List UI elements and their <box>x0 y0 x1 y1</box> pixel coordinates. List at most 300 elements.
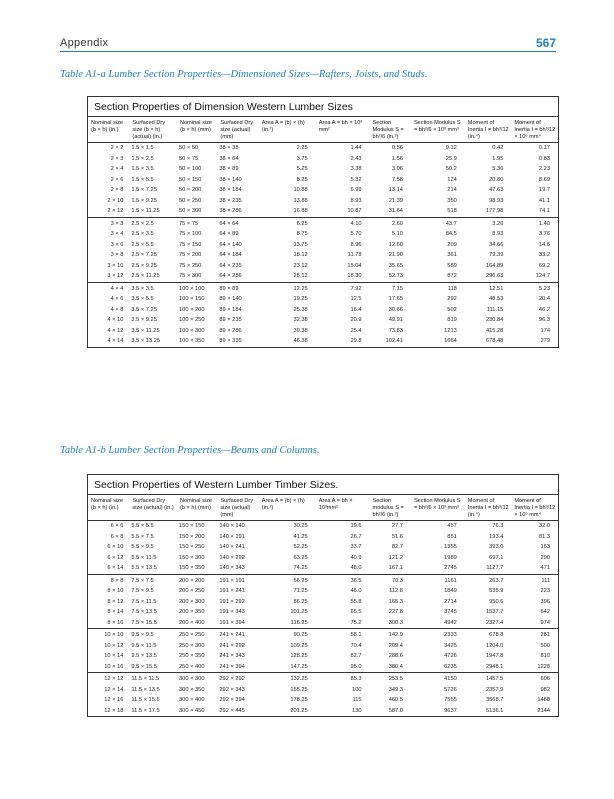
table-cell: 191 × 191 <box>217 574 258 586</box>
table-cell: 26.7 <box>350 533 362 540</box>
table-cell: 1.95 <box>492 155 504 162</box>
table-cell: 200 × 200 <box>177 574 217 586</box>
table-cell: 0.17 <box>538 145 550 152</box>
table-row <box>88 315 558 326</box>
table-cell: 2.23 <box>538 166 550 173</box>
table-cell: 35.65 <box>388 262 403 269</box>
column-header: Surfaced Dry size (actual) (in.) <box>129 495 177 521</box>
table-cell: 8.93 <box>350 197 362 204</box>
table-row <box>88 175 558 186</box>
table-cell: 36.5 <box>316 574 370 586</box>
table-cell: 1.56 <box>391 155 403 162</box>
table-cell: 2 × 6 <box>110 176 124 183</box>
table-cell: 30.25 <box>293 523 308 530</box>
table-cell: 38 × 64 <box>219 155 239 162</box>
table-cell: 89 × 335 <box>219 338 242 345</box>
table-cell: 31.64 <box>388 208 403 215</box>
table-cell: 6 × 12 <box>107 554 124 561</box>
table-cell: 70.4 <box>350 642 362 649</box>
table-cell: 8.93 <box>492 231 504 238</box>
table-cell: 9.5 × 9.5 <box>129 629 177 641</box>
table-cell: 4150 <box>411 673 465 685</box>
table-cell: 241 × 292 <box>219 642 245 649</box>
table-cell: 2.5 × 3.5 <box>131 231 154 238</box>
table-cell: 27.7 <box>391 523 403 530</box>
table-row <box>88 563 558 574</box>
table-cell: 75 × 100 <box>179 231 202 238</box>
table-cell: 1228 <box>537 663 550 670</box>
table-cell: 3 × 4 <box>110 231 124 238</box>
table-cell: 29.8 <box>350 338 362 345</box>
table-cell: 1537.7 <box>485 609 504 616</box>
table-row <box>88 597 558 608</box>
table-cell: 140 × 241 <box>219 544 245 551</box>
table-cell: 150 × 150 <box>179 523 205 530</box>
table-cell: 64 × 140 <box>219 241 242 248</box>
table-cell: 2 × 4 <box>110 166 124 173</box>
table-cell: 140 × 343 <box>219 565 245 572</box>
table-cell: 1488 <box>537 697 550 704</box>
table-cell: 50 × 50 <box>179 145 199 152</box>
table-cell: 1204.0 <box>485 642 504 649</box>
table-cell: 65.5 <box>350 609 362 616</box>
table-cell: 2.25 <box>296 145 308 152</box>
table-row <box>88 143 558 154</box>
table-cell: 191 × 343 <box>219 609 245 616</box>
table-cell: 697.1 <box>489 554 504 561</box>
table-row <box>88 532 558 543</box>
table-cell: 178.25 <box>290 697 308 704</box>
table-cell: 46.2 <box>538 306 550 313</box>
table-cell: 9.5 × 13.5 <box>131 653 157 660</box>
table-b <box>87 474 559 717</box>
table-cell: 209 <box>447 241 457 248</box>
table-cell: 11.78 <box>347 252 362 259</box>
table-row <box>88 553 558 564</box>
table-cell: 6.99 <box>350 187 362 194</box>
table-cell: 69.2 <box>538 262 550 269</box>
column-header: Nominal size (b × h) (in.) <box>88 117 129 143</box>
table-cell: 950.6 <box>489 598 504 605</box>
column-header: Area A = bh × 10³ mm² <box>316 117 370 143</box>
table-cell: 150 × 350 <box>179 565 205 572</box>
table-cell: 17.65 <box>388 296 403 303</box>
table-row <box>88 662 558 673</box>
table-cell: 40.9 <box>350 554 362 561</box>
table-cell: 98.93 <box>489 197 504 204</box>
table-cell: 46.38 <box>293 338 308 345</box>
column-header: Moment of Inertia I = bh³/12 (in.⁴) <box>465 495 512 521</box>
table-cell: 52.25 <box>293 544 308 551</box>
table-b-grid <box>88 495 558 716</box>
table-cell: 2 × 3 <box>110 155 124 162</box>
table-cell: 76.3 <box>492 523 504 530</box>
table-cell: 250 × 350 <box>179 653 205 660</box>
table-cell: 89 × 286 <box>219 327 242 334</box>
table-cell: 810 <box>540 653 550 660</box>
column-header: Section Modulus S = bh²/6 (in.³) <box>370 117 411 143</box>
table-cell: 3425 <box>444 642 457 649</box>
table-cell: 95.0 <box>350 663 362 670</box>
table-cell: 147.25 <box>290 663 308 670</box>
table-cell: 300 × 400 <box>179 697 205 704</box>
table-cell: 150 × 250 <box>179 544 205 551</box>
table-cell: 150 × 300 <box>179 554 205 561</box>
table-cell: 16.4 <box>350 306 362 313</box>
table-a-grid <box>88 117 558 347</box>
table-cell: 2 × 12 <box>107 208 124 215</box>
table-cell: 9.5 × 15.5 <box>131 663 157 670</box>
table-a-title: Section Properties of Dimension Western Lumber Sizes <box>88 97 558 117</box>
table-cell: 230.84 <box>485 317 504 324</box>
table-cell: 4 × 12 <box>107 327 124 334</box>
table-cell: 296.63 <box>485 273 504 280</box>
table-cell: 1.5 × 7.25 <box>131 187 157 194</box>
table-cell: 3 × 3 <box>88 217 129 229</box>
table-cell: 300.3 <box>388 619 403 626</box>
table-cell: 10 × 10 <box>88 629 129 641</box>
table-cell: 3.5 × 13.25 <box>131 338 161 345</box>
table-cell: 3745 <box>444 609 457 616</box>
table-cell: 10 × 16 <box>104 663 124 670</box>
table-b-caption: Table A1-b Lumber Section Properties—Beams and Columns. <box>60 445 320 456</box>
table-cell: 109.25 <box>290 642 308 649</box>
table-cell: 3.5 × 3.5 <box>129 282 177 294</box>
table-row <box>88 240 558 251</box>
table-cell: 64 × 184 <box>219 252 242 259</box>
table-cell: 38 × 184 <box>219 187 242 194</box>
table-cell: 587.0 <box>388 707 403 714</box>
table-cell: 7.58 <box>391 176 403 183</box>
table-cell: 46.0 <box>350 588 362 595</box>
table-cell: 9.12 <box>445 145 457 152</box>
table-cell: 75 × 150 <box>179 241 202 248</box>
table-row <box>88 154 558 165</box>
table-cell: 300 × 300 <box>177 673 217 685</box>
table-cell: 75 × 300 <box>179 273 202 280</box>
table-cell: 8 × 10 <box>107 588 124 595</box>
table-cell: 3.5 × 9.25 <box>131 317 157 324</box>
table-cell: 41.1 <box>538 197 550 204</box>
table-cell: 214 <box>447 187 457 194</box>
table-cell: 0.83 <box>538 155 550 162</box>
table-cell: 380.4 <box>388 663 403 670</box>
table-cell: 100 × 300 <box>179 327 205 334</box>
table-cell: 3 × 6 <box>110 241 124 248</box>
table-cell: 2 × 10 <box>107 197 124 204</box>
table-cell: 12 × 16 <box>104 697 124 704</box>
table-cell: 200 × 350 <box>179 609 205 616</box>
table-cell: 64 × 64 <box>217 217 258 229</box>
table-cell: 71.25 <box>293 588 308 595</box>
table-cell: 500 <box>540 642 550 649</box>
table-cell: 191 × 394 <box>219 619 245 626</box>
table-cell: 4 × 6 <box>110 296 124 303</box>
table-cell: 52.73 <box>388 273 403 280</box>
table-cell: 118 <box>411 282 465 294</box>
table-cell: 12 × 14 <box>104 686 124 693</box>
table-cell: 2 × 8 <box>110 187 124 194</box>
table-cell: 0.56 <box>391 145 403 152</box>
column-header: Moment of Inertia I = bh³/12 × 10⁶ mm⁴ <box>511 495 558 521</box>
table-cell: 502 <box>447 306 457 313</box>
table-cell: 85.3 <box>316 673 370 685</box>
table-cell: 86.25 <box>293 598 308 605</box>
table-cell: 64 × 235 <box>219 262 242 269</box>
table-cell: 460.5 <box>388 697 403 704</box>
table-cell: 164.89 <box>485 262 504 269</box>
table-cell: 5.10 <box>391 231 403 238</box>
table-cell: 89 × 140 <box>219 296 242 303</box>
table-cell: 38 × 89 <box>219 166 239 173</box>
table-cell: 1.5 × 11.25 <box>131 208 160 215</box>
table-cell: 1664 <box>444 338 457 345</box>
table-cell: 350 <box>447 197 457 204</box>
header-rule <box>60 51 556 52</box>
table-cell: 21.39 <box>388 197 403 204</box>
table-cell: 5.70 <box>350 231 362 238</box>
table-cell: 819 <box>447 317 457 324</box>
table-cell: 89 × 184 <box>219 306 242 313</box>
table-row <box>88 271 558 282</box>
table-cell: 101.25 <box>290 609 308 616</box>
table-row <box>88 685 558 696</box>
column-header: Moment of Inertia I = bh³/12 × 10⁶ mm⁴ <box>511 117 558 143</box>
table-cell: 8 × 14 <box>107 609 124 616</box>
table-cell: 100 × 100 <box>177 282 217 294</box>
table-cell: 241 × 343 <box>219 653 245 660</box>
table-cell: 49.91 <box>388 317 403 324</box>
table-cell: 19.25 <box>293 296 308 303</box>
table-cell: 48.53 <box>489 296 504 303</box>
column-header: Nominal size (b × h) (in.) <box>88 495 129 521</box>
table-cell: 1127.7 <box>486 565 504 572</box>
table-cell: 100 × 350 <box>179 338 205 345</box>
table-cell: 5.5 × 9.5 <box>131 544 154 551</box>
table-cell: 111.15 <box>486 306 504 313</box>
table-row <box>88 618 558 629</box>
table-cell: 140 × 140 <box>219 523 245 530</box>
table-row <box>88 229 558 240</box>
table-cell: 163 <box>540 544 550 551</box>
table-cell: 8.75 <box>296 231 308 238</box>
column-header: Nominal size (b × h) (mm) <box>177 117 217 143</box>
table-cell: 33.7 <box>350 544 362 551</box>
table-cell: 201.25 <box>290 707 308 714</box>
table-cell: 84.5 <box>445 231 457 238</box>
table-cell: 167.1 <box>388 565 403 572</box>
table-cell: 100 × 150 <box>179 296 205 303</box>
column-header: Area A = (b) × (h) (in.²) <box>259 495 316 521</box>
table-cell: 3.5 × 7.25 <box>131 306 157 313</box>
table-cell: 20.80 <box>489 176 504 183</box>
table-cell: 250 × 250 <box>177 629 217 641</box>
table-cell: 34.66 <box>489 241 504 248</box>
table-row <box>88 164 558 175</box>
table-b-header-row <box>88 495 558 521</box>
table-cell: 38 × 140 <box>219 176 242 183</box>
table-cell: 5.5 × 11.5 <box>131 554 157 561</box>
column-header: Nominal size (b × h) (mm) <box>177 495 217 521</box>
table-cell: 32.0 <box>538 523 550 530</box>
table-cell: 4942 <box>444 619 457 626</box>
table-cell: 7.92 <box>316 282 370 294</box>
table-cell: 33.2 <box>538 252 550 259</box>
table-cell: 39.38 <box>293 327 308 334</box>
table-cell: 7.5 × 11.5 <box>131 598 157 605</box>
table-cell: 75 × 200 <box>179 252 202 259</box>
table-cell: 5136.1 <box>485 707 504 714</box>
table-cell: 1989 <box>444 554 457 561</box>
page-number: 567 <box>535 36 556 50</box>
table-cell: 25.9 <box>445 155 457 162</box>
table-cell: 227.8 <box>388 609 403 616</box>
table-cell: 2357.9 <box>485 686 504 693</box>
table-cell: 16.88 <box>293 208 308 215</box>
table-cell: 13.14 <box>388 187 403 194</box>
table-cell: 1.44 <box>350 145 362 152</box>
table-cell: 3 × 10 <box>107 262 124 269</box>
table-cell: 8.69 <box>538 176 550 183</box>
table-row <box>88 695 558 706</box>
table-cell: 18.12 <box>293 252 308 259</box>
table-cell: 128.25 <box>290 653 308 660</box>
table-cell: 177.98 <box>485 208 504 215</box>
table-cell: 2144 <box>537 707 550 714</box>
table-cell: 111 <box>511 574 558 586</box>
table-cell: 3.75 <box>296 155 308 162</box>
table-cell: 20.9 <box>350 317 362 324</box>
table-cell: 90.25 <box>259 629 316 641</box>
table-cell: 112.8 <box>389 588 403 595</box>
table-cell: 589 <box>447 262 457 269</box>
table-cell: 2 × 2 <box>110 145 124 152</box>
table-cell: 38 × 235 <box>219 197 242 204</box>
table-cell: 7.5 × 7.5 <box>129 574 177 586</box>
table-cell: 11.5 × 15.5 <box>131 697 160 704</box>
table-cell: 51.6 <box>391 533 403 540</box>
column-header: Surfaced Dry size (actual) (mm) <box>217 117 258 143</box>
table-cell: 2333 <box>411 629 465 641</box>
table-cell: 41.25 <box>293 533 308 540</box>
table-cell: 50.2 <box>445 166 457 173</box>
table-cell: 6 × 14 <box>107 565 124 572</box>
table-cell: 5.36 <box>492 166 504 173</box>
table-cell: 12.51 <box>465 282 512 294</box>
table-cell: 6.25 <box>259 217 316 229</box>
table-cell: 50 × 250 <box>179 197 202 204</box>
table-cell: 81.3 <box>538 533 550 540</box>
table-cell: 1947.8 <box>485 653 504 660</box>
column-header: Surfaced Dry size (actual) (mm) <box>217 495 258 521</box>
table-cell: 209.4 <box>388 642 403 649</box>
table-cell: 12 × 12 <box>88 673 129 685</box>
table-row <box>88 706 558 717</box>
table-cell: 8 × 16 <box>107 619 124 626</box>
table-cell: 89 × 235 <box>219 317 242 324</box>
table-cell: 56.25 <box>259 574 316 586</box>
table-cell: 150 × 200 <box>179 533 205 540</box>
table-cell: 121.2 <box>388 554 403 561</box>
table-cell: 457 <box>447 523 457 530</box>
table-cell: 2.5 × 5.5 <box>131 241 154 248</box>
table-cell: 50 × 150 <box>179 176 202 183</box>
column-header: Area A = (b) × (h) (in.²) <box>259 117 316 143</box>
table-cell: 3.26 <box>465 217 512 229</box>
table-cell: 241 × 394 <box>219 663 245 670</box>
table-row <box>88 282 558 294</box>
table-cell: 142.9 <box>370 629 411 641</box>
table-cell: 191 × 241 <box>219 588 245 595</box>
table-cell: 140 × 191 <box>219 533 245 540</box>
table-cell: 8.25 <box>296 176 308 183</box>
table-cell: 606 <box>511 673 558 685</box>
table-cell: 2.5 × 2.5 <box>129 217 177 229</box>
table-cell: 124 <box>447 176 457 183</box>
table-cell: 96.3 <box>538 317 550 324</box>
table-cell: 50 × 300 <box>179 208 202 215</box>
column-header: Section modulus S = bh²/6 (in.³) <box>370 495 411 521</box>
table-cell: 1.5 × 2.5 <box>131 155 154 162</box>
table-cell: 535.9 <box>489 588 504 595</box>
table-cell: 82.7 <box>350 653 362 660</box>
table-cell: 10 × 12 <box>104 642 124 649</box>
table-cell: 290 <box>540 554 550 561</box>
table-cell: 2.60 <box>370 217 411 229</box>
table-cell: 174 <box>540 327 550 334</box>
table-cell: 1.40 <box>511 217 558 229</box>
table-cell: 165.3 <box>388 598 403 605</box>
table-cell: 15.04 <box>347 262 362 269</box>
table-cell: 19.7 <box>538 187 550 194</box>
table-cell: 82.7 <box>391 544 403 551</box>
table-cell: 1.5 × 9.25 <box>131 197 157 204</box>
table-cell: 4 × 10 <box>107 317 124 324</box>
table-row <box>88 641 558 652</box>
table-cell: 4726 <box>444 653 457 660</box>
table-row <box>88 673 558 685</box>
table-cell: 2948.1 <box>485 663 504 670</box>
table-row <box>88 629 558 641</box>
table-row <box>88 542 558 553</box>
table-a <box>87 96 559 348</box>
table-cell: 223 <box>540 588 550 595</box>
table-cell: 89 × 89 <box>217 282 258 294</box>
table-cell: 75 × 75 <box>177 217 217 229</box>
table-cell: 263.7 <box>465 574 512 586</box>
table-cell: 30.66 <box>388 306 403 313</box>
table-cell: 124.7 <box>535 273 550 280</box>
table-cell: 5.23 <box>511 282 558 294</box>
table-cell: 292 <box>447 296 457 303</box>
table-cell: 415.28 <box>485 327 504 334</box>
table-cell: 115 <box>352 697 362 704</box>
table-cell: 349.3 <box>388 686 403 693</box>
table-row <box>88 651 558 662</box>
table-cell: 300 × 450 <box>179 707 205 714</box>
table-a-caption: Table A1-a Lumber Section Properties—Dimensioned Sizes—Rafters, Joists, and Studs. <box>60 69 428 80</box>
table-cell: 7555 <box>444 697 457 704</box>
table-cell: 10.87 <box>347 208 362 215</box>
table-cell: 292 × 445 <box>219 707 245 714</box>
table-cell: 3.5 × 5.5 <box>131 296 154 303</box>
table-cell: 102.41 <box>385 338 403 345</box>
table-cell: 250 × 300 <box>179 642 205 649</box>
column-header: Area A = bh × 10³mm² <box>316 495 370 521</box>
table-cell: 12.25 <box>259 282 316 294</box>
table-row <box>88 217 558 229</box>
table-cell: 241 × 241 <box>217 629 258 641</box>
